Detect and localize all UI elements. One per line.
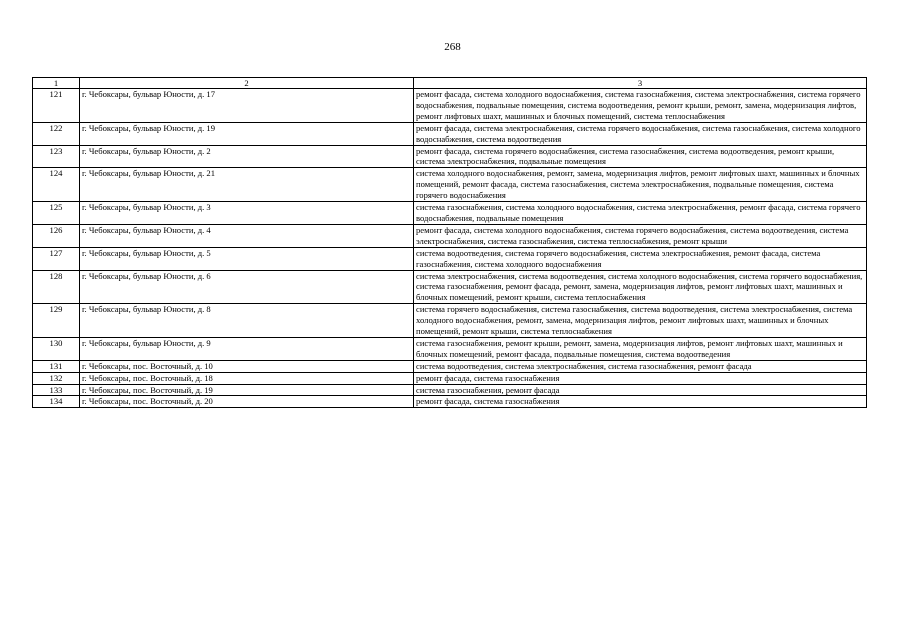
address-cell: г. Чебоксары, бульвар Юности, д. 19 xyxy=(80,122,414,145)
table-row xyxy=(33,360,867,372)
table-row xyxy=(33,337,867,360)
table-row xyxy=(33,168,867,202)
table-row xyxy=(33,122,867,145)
address-cell: г. Чебоксары, пос. Восточный, д. 18 xyxy=(80,372,414,384)
table-row xyxy=(33,396,867,408)
table-row xyxy=(33,270,867,304)
address-cell: г. Чебоксары, пос. Восточный, д. 19 xyxy=(80,384,414,396)
row-number-cell: 133 xyxy=(33,384,80,396)
address-cell: г. Чебоксары, бульвар Юности, д. 9 xyxy=(80,337,414,360)
row-number-cell: 134 xyxy=(33,396,80,408)
works-cell: ремонт фасада, система холодного водоснабжения, система горячего водоснабжения, система водоотведения, система электроснабжения, система газоснабжения, система теплоснабжения, ремонт крыши xyxy=(414,224,867,247)
address-cell: г. Чебоксары, бульвар Юности, д. 2 xyxy=(80,145,414,168)
page-number: 268 xyxy=(444,41,461,53)
table-row xyxy=(33,202,867,225)
works-cell: ремонт фасада, система газоснабжения xyxy=(414,372,867,384)
works-table xyxy=(32,77,867,408)
row-number-cell: 132 xyxy=(33,372,80,384)
row-number-cell: 129 xyxy=(33,304,80,338)
row-number-cell: 131 xyxy=(33,360,80,372)
address-cell: г. Чебоксары, пос. Восточный, д. 20 xyxy=(80,396,414,408)
works-cell: ремонт фасада, система горячего водоснабжения, система газоснабжения, система водоотведения, ремонт крыши, система электроснабжения, подвальные помещения xyxy=(414,145,867,168)
address-cell: г. Чебоксары, бульвар Юности, д. 21 xyxy=(80,168,414,202)
works-cell: система водоотведения, система электроснабжения, система газоснабжения, ремонт фасада xyxy=(414,360,867,372)
works-cell: ремонт фасада, система электроснабжения, система горячего водоснабжения, система газоснабжения, система холодного водоснабжения, система водоотведения xyxy=(414,122,867,145)
address-cell: г. Чебоксары, бульвар Юности, д. 4 xyxy=(80,224,414,247)
works-cell: система газоснабжения, ремонт крыши, ремонт, замена, модернизация лифтов, ремонт лифтовых шахт, машинных и блочных помещений, ремонт фасада, подвальные помещения, система водоотведения xyxy=(414,337,867,360)
works-cell: система водоотведения, система горячего водоснабжения, система электроснабжения, ремонт фасада, система газоснабжения, система холодного водоснабжения xyxy=(414,247,867,270)
table-row xyxy=(33,384,867,396)
address-cell: г. Чебоксары, бульвар Юности, д. 5 xyxy=(80,247,414,270)
row-number-cell: 122 xyxy=(33,122,80,145)
table-row xyxy=(33,247,867,270)
address-cell: г. Чебоксары, бульвар Юности, д. 8 xyxy=(80,304,414,338)
works-cell: система электроснабжения, система водоотведения, система холодного водоснабжения, система горячего водоснабжения, система газоснабжения, ремонт фасада, ремонт, замена, модернизация лифтов, ремонт лифтовых шахт, машинных и блочных помещений, ремонт крыши, система теплоснабжения xyxy=(414,270,867,304)
address-cell: г. Чебоксары, бульвар Юности, д. 17 xyxy=(80,89,414,123)
address-cell: г. Чебоксары, бульвар Юности, д. 3 xyxy=(80,202,414,225)
header-cell-3: 3 xyxy=(414,78,867,89)
header-cell-2: 2 xyxy=(80,78,414,89)
row-number-cell: 125 xyxy=(33,202,80,225)
works-cell: система холодного водоснабжения, ремонт, замена, модернизация лифтов, ремонт лифтовых шахт, машинных и блочных помещений, ремонт фасада, система газоснабжения, система электроснабжения, подвальные помещения, система горячего водоснабжения xyxy=(414,168,867,202)
row-number-cell: 124 xyxy=(33,168,80,202)
row-number-cell: 121 xyxy=(33,89,80,123)
works-cell: система газоснабжения, ремонт фасада xyxy=(414,384,867,396)
row-number-cell: 126 xyxy=(33,224,80,247)
row-number-cell: 130 xyxy=(33,337,80,360)
row-number-cell: 127 xyxy=(33,247,80,270)
works-cell: система горячего водоснабжения, система газоснабжения, система водоотведения, система электроснабжения, система холодного водоснабжения, ремонт, замена, модернизация лифтов, ремонт лифтовых шахт, машинных и блочных помещений, ремонт крыши, система теплоснабжения xyxy=(414,304,867,338)
header-cell-1: 1 xyxy=(33,78,80,89)
table-row xyxy=(33,89,867,123)
table-row xyxy=(33,145,867,168)
table-row xyxy=(33,224,867,247)
works-cell: ремонт фасада, система холодного водоснабжения, система газоснабжения, система электроснабжения, система горячего водоснабжения, подвальные помещения, система водоотведения, ремонт крыши, ремонт, замена, модернизация лифтов, ремонт лифтовых шахт, машинных и блочных помещений, система теплоснабжения xyxy=(414,89,867,123)
works-cell: ремонт фасада, система газоснабжения xyxy=(414,396,867,408)
works-cell: система газоснабжения, система холодного водоснабжения, система электроснабжения, ремонт фасада, система горячего водоснабжения, подвальные помещения xyxy=(414,202,867,225)
row-number-cell: 123 xyxy=(33,145,80,168)
address-cell: г. Чебоксары, бульвар Юности, д. 6 xyxy=(80,270,414,304)
table-row xyxy=(33,304,867,338)
table-row xyxy=(33,372,867,384)
row-number-cell: 128 xyxy=(33,270,80,304)
table-header-row xyxy=(33,78,867,89)
address-cell: г. Чебоксары, пос. Восточный, д. 10 xyxy=(80,360,414,372)
